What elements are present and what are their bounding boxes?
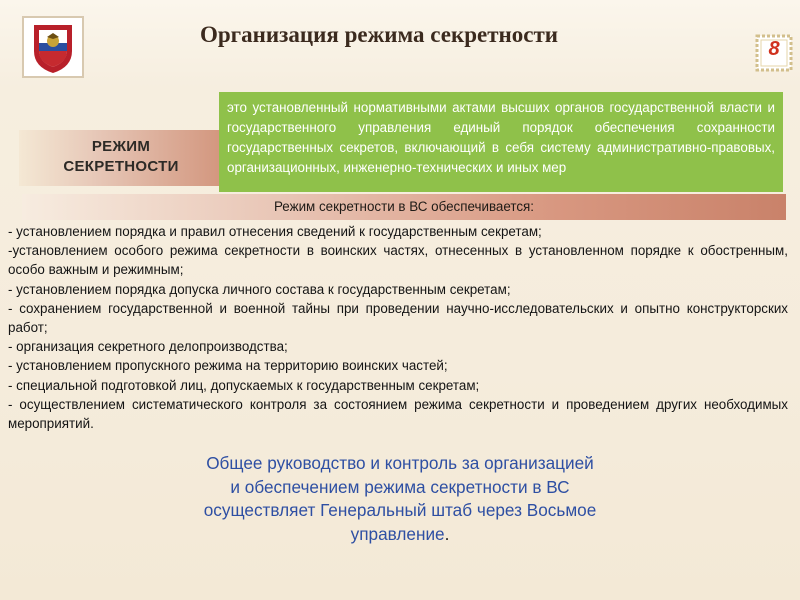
summary-end: .: [444, 523, 450, 544]
slide-number: 8: [768, 38, 780, 60]
list-item: - сохранением государственной и военной тайны при проведении научно-исследовательских и опытно конструкторских работ;: [8, 300, 788, 336]
definition-box: [219, 92, 783, 192]
slide-number-badge: [754, 33, 794, 73]
term-label: РЕЖИМ СЕКРЕТНОСТИ: [63, 138, 179, 175]
list-item: -установлением особого режима секретности в воинских частях, отнесенных в установленном порядке к обостренным, особо важным и режимным;: [8, 243, 788, 278]
list-item: - установлением порядка и правил отнесения сведений к государственным секретам;: [8, 224, 542, 239]
list-item: - установлением порядка допуска личного состава к государственным секретам;: [8, 281, 511, 297]
shield-icon: [30, 21, 76, 75]
list-item: - осуществлением систематического контроля за состоянием режима секретности и проведением других необходимых мероприятий.: [8, 396, 788, 432]
page-title: Организация режима секретности: [200, 22, 559, 47]
list-item: - специальной подготовкой лиц, допускаемых к государственным секретам;: [8, 377, 480, 393]
list-item: - установлением пропускного режима на территорию воинских частей;: [8, 358, 448, 374]
list-item: - организация секретного делопроизводства;: [8, 339, 288, 355]
summary-note: [200, 452, 600, 546]
summary-text: Общее руководство и контроль за организацией и обеспечением режима секретности в ВС осуществляет Генеральный штаб через Восьмое управление: [203, 453, 597, 544]
measures-list: [8, 222, 788, 433]
definition-text: это установленный нормативными актами высших органов государственной власти и государственного управления единый порядок обеспечения сохранности государственных секретов, включающий в себя систему административно-правовых, организационных, инженерно-технических и иных мер: [227, 100, 775, 175]
section-heading: Режим секретности в ВС обеспечивается:: [273, 199, 535, 214]
emblem-logo: [22, 16, 84, 78]
